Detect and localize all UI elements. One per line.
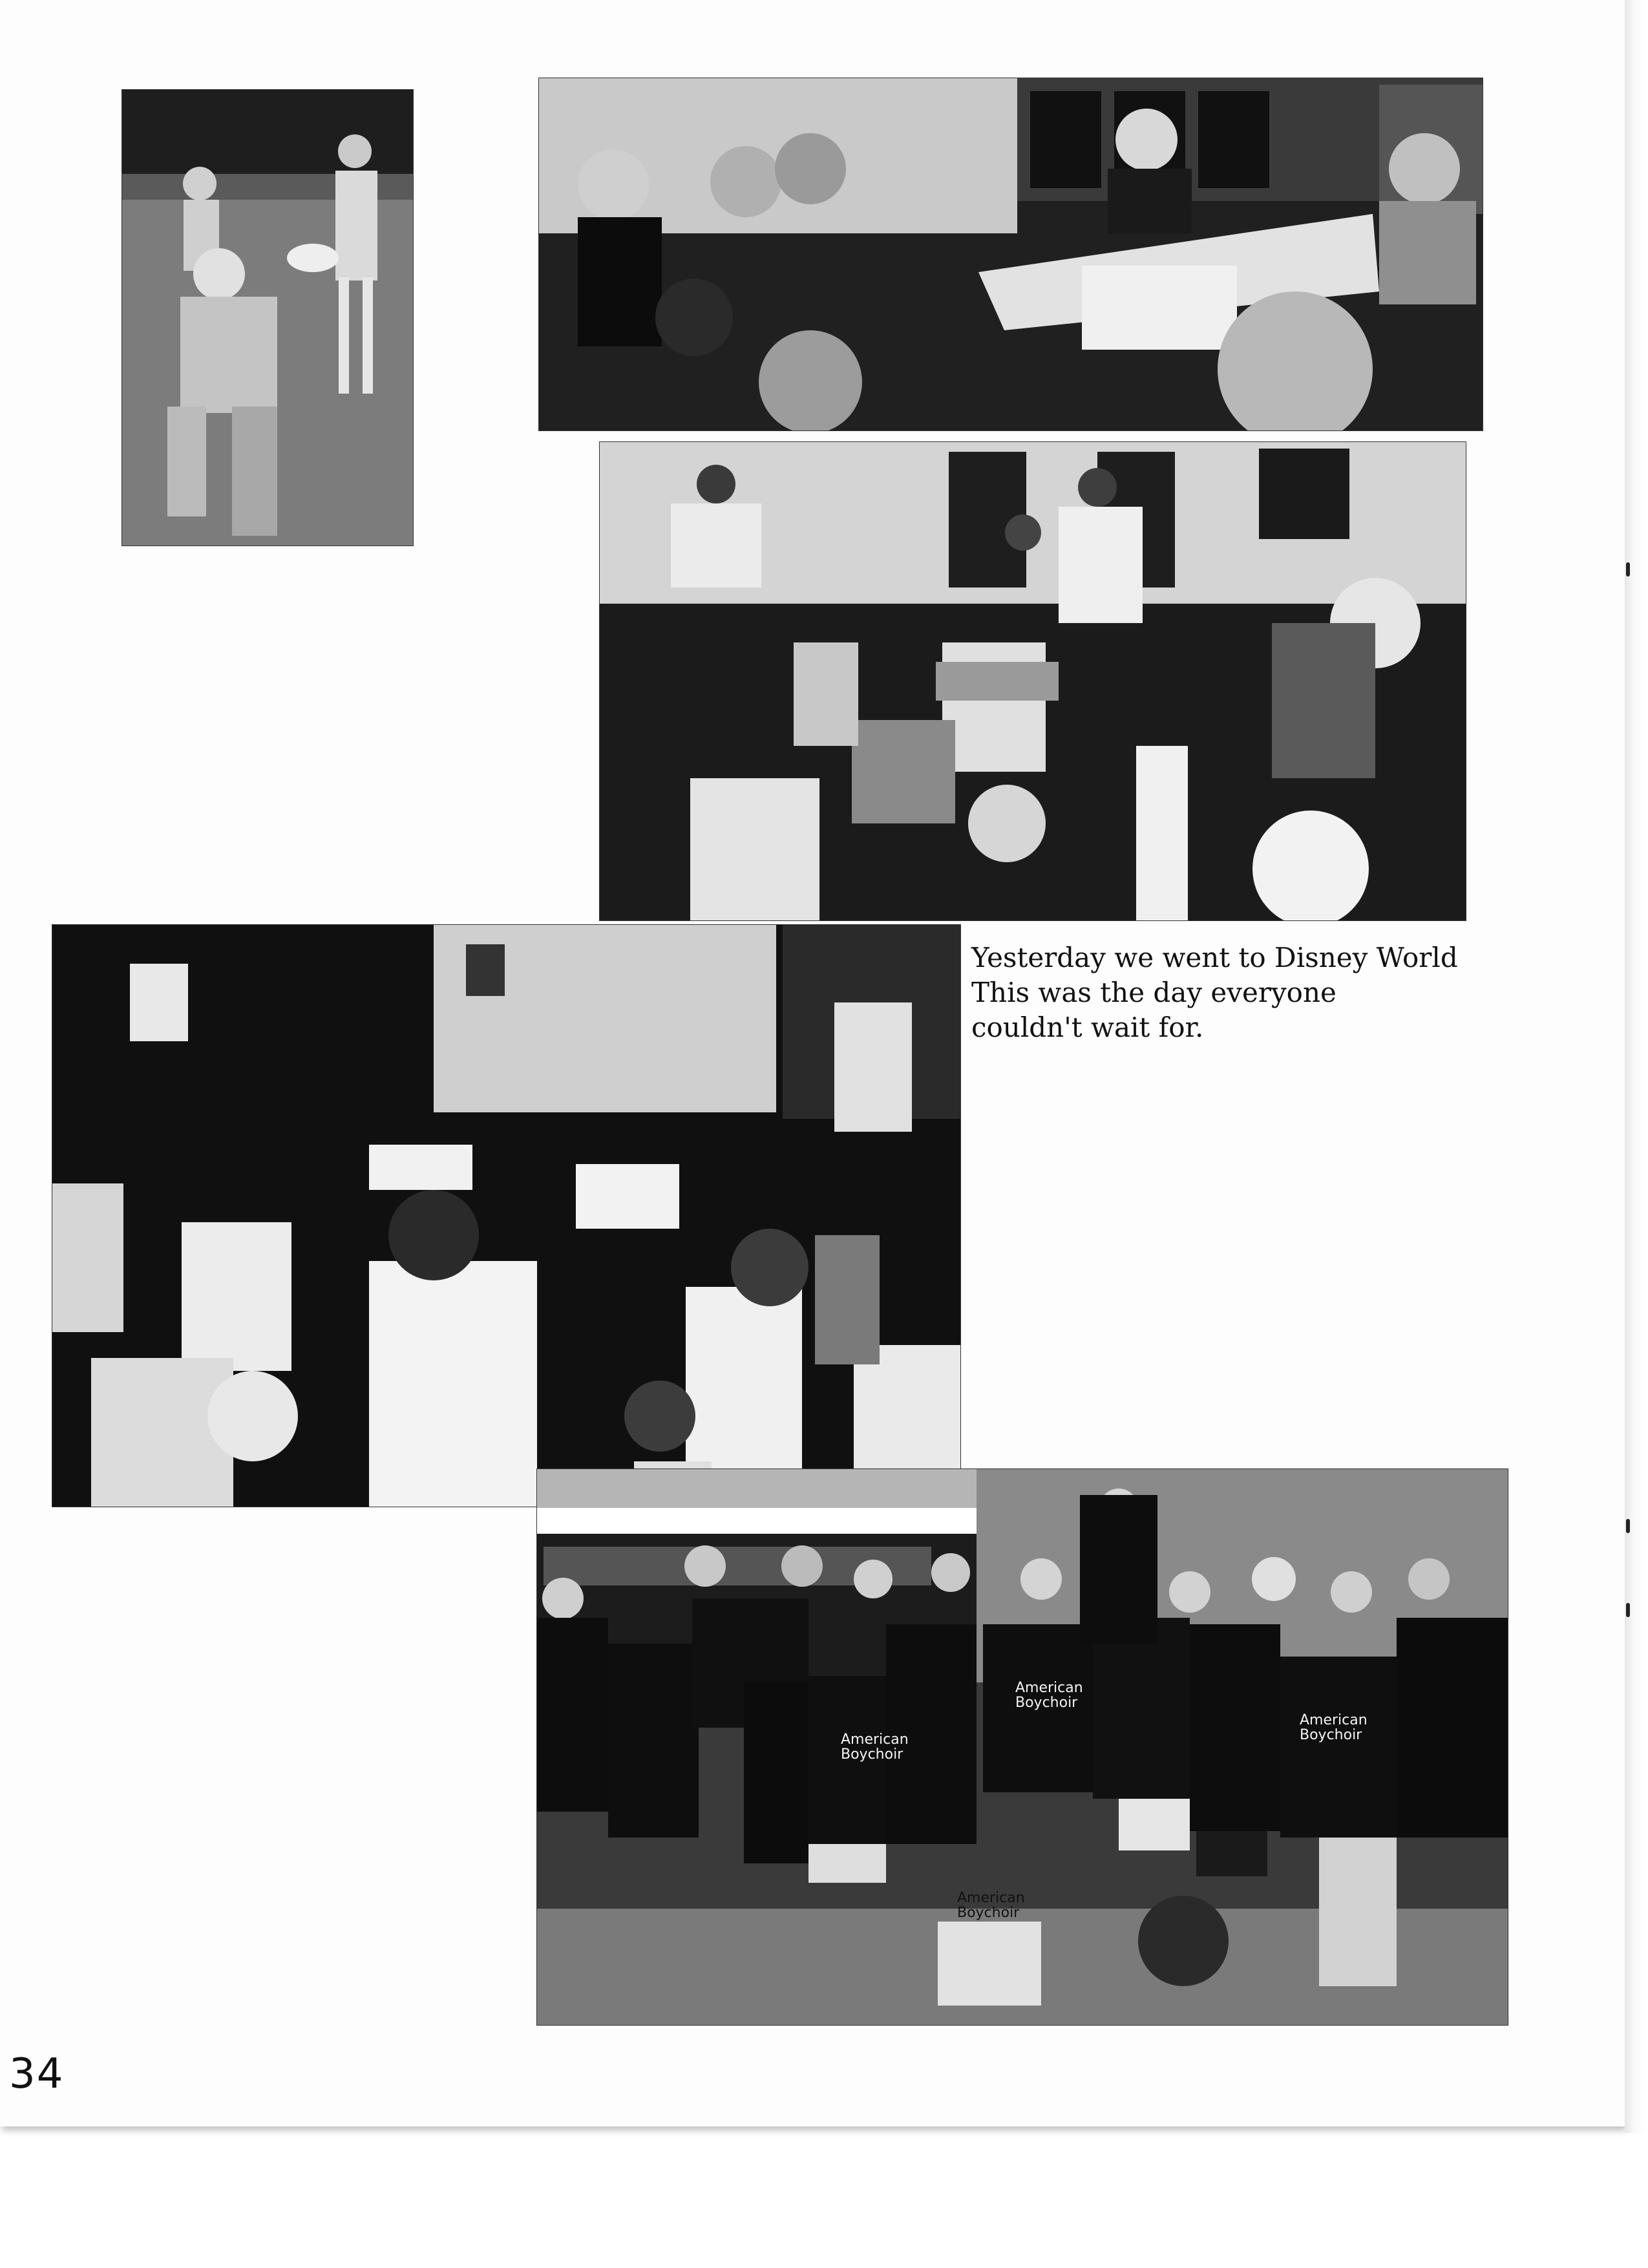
page-number: 34 <box>9 2050 65 2098</box>
caption-line-1: Yesterday we went to Disney World <box>971 942 1458 973</box>
edge-mark <box>1626 1603 1630 1617</box>
photo-party-hall-image <box>600 442 1466 920</box>
shirt-logo-2b: Boychoir <box>1015 1695 1078 1711</box>
photo-crowd-dancing <box>52 924 961 1507</box>
shirt-logo-4b: Boychoir <box>957 1905 1020 1921</box>
photo-party-hall <box>599 441 1466 921</box>
caption-line-2: This was the day everyone <box>971 977 1336 1008</box>
caption-line-3: couldn't wait for. <box>971 1012 1204 1043</box>
shirt-logo-4: American <box>957 1890 1025 1906</box>
shirt-logo-1b: Boychoir <box>841 1746 903 1763</box>
edge-mark <box>1626 1519 1630 1533</box>
photo-caption <box>971 940 1501 1045</box>
page-edge-shadow <box>1625 0 1648 2133</box>
photo-crowd-dancing-image <box>52 925 960 1507</box>
photo-group-shirts-image <box>537 1469 1508 2025</box>
photo-boy-catching <box>121 89 414 546</box>
shirt-logo-3: American <box>1300 1712 1368 1728</box>
shirt-logo-1: American <box>841 1732 909 1748</box>
photo-office-party-image <box>539 78 1483 430</box>
photo-group-shirts <box>536 1468 1508 2026</box>
photo-boy-catching-image <box>122 90 413 546</box>
photo-office-party <box>538 78 1483 431</box>
shirt-logo-3b: Boychoir <box>1300 1727 1362 1743</box>
edge-mark <box>1626 562 1630 577</box>
shirt-logo-2: American <box>1015 1680 1083 1696</box>
